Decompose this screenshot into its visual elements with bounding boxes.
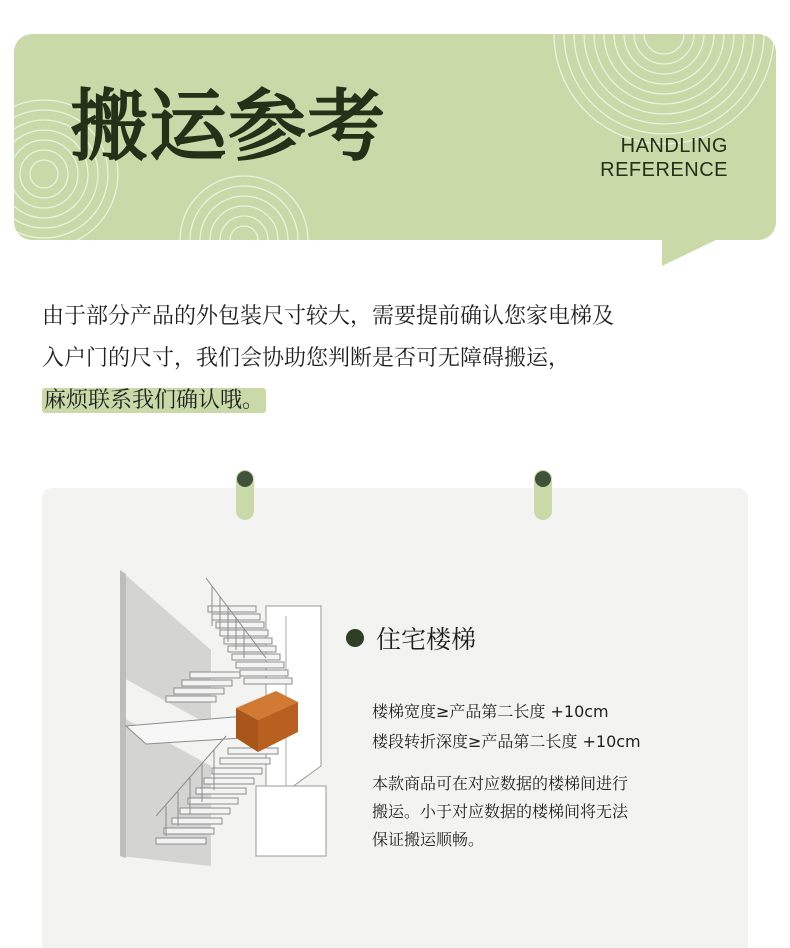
- intro-line: 入户门的尺寸，我们会协助您判断是否可无障碍搬运，: [42, 346, 571, 371]
- bullet-dot-icon: [346, 629, 364, 647]
- page-title: 搬运参考: [70, 82, 387, 172]
- spec-list: [372, 697, 641, 757]
- intro-paragraph: [42, 296, 752, 422]
- description-line: 保证搬运顺畅。: [372, 830, 485, 849]
- intro-line-highlight: 麻烦联系我们确认哦。: [44, 388, 265, 413]
- intro-line: 由于部分产品的外包装尺寸较大，需要提前确认您家电梯及: [42, 304, 615, 329]
- binder-ring-icon: [236, 470, 254, 520]
- subtitle-line-1: HANDLING: [620, 135, 728, 157]
- subtitle-line-2: REFERENCE: [600, 159, 728, 181]
- description-line: 搬运。小于对应数据的楼梯间将无法: [372, 802, 629, 821]
- spec-line: 楼段转折深度≥产品第二长度 +10cm: [372, 732, 641, 751]
- section-title: 住宅楼梯: [376, 625, 477, 654]
- description-line: 本款商品可在对应数据的楼梯间进行: [372, 774, 629, 793]
- staircase-illustration: [116, 566, 336, 866]
- page-subtitle: [600, 134, 728, 182]
- header-banner: [14, 34, 776, 240]
- description: [372, 770, 628, 854]
- binder-ring-icon: [534, 470, 552, 520]
- spec-line: 楼梯宽度≥产品第二长度 +10cm: [372, 702, 609, 721]
